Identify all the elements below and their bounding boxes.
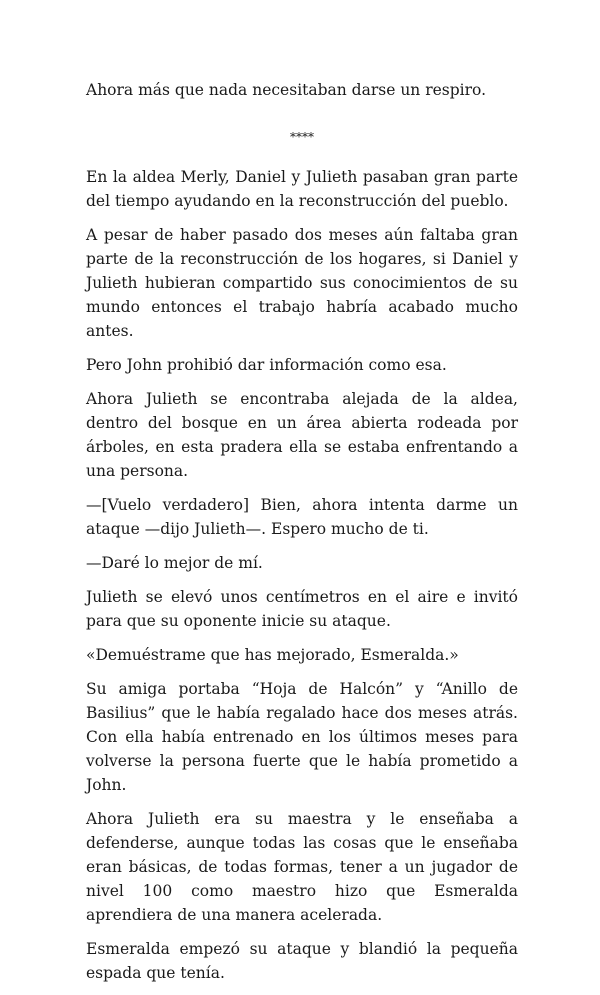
book-page [86, 78, 518, 995]
paragraph-6-dialogue: —Daré lo mejor de mí. [86, 554, 263, 572]
section-separator: **** [290, 130, 314, 144]
paragraph-3: Pero John prohibió dar información como esa. [86, 356, 447, 374]
paragraph-7: Julieth se elevó unos centímetros en el aire e invitó para que su oponente inicie su ataque. [86, 588, 518, 630]
paragraph-9: Su amiga portaba “Hoja de Halcón” y “Anillo de Basilius” que le había regalado hace dos meses atrás. Con ella había entrenado en los últimos meses para volverse la persona fuerte que le había prometido a John. [86, 680, 518, 794]
opening-paragraph: Ahora más que nada necesitaban darse un respiro. [86, 81, 487, 99]
paragraph-8-thought: «Demuéstrame que has mejorado, Esmeralda.» [86, 646, 459, 664]
paragraph-10: Ahora Julieth era su maestra y le enseñaba a defenderse, aunque todas las cosas que le enseñaba eran básicas, de todas formas, tener a un jugador de nivel 100 como maestro hizo que Esmeralda aprendiera de una manera acelerada. [86, 810, 518, 924]
paragraph-11: Esmeralda empezó su ataque y blandió la pequeña espada que tenía. [86, 940, 518, 982]
paragraph-5-dialogue: —[Vuelo verdadero] Bien, ahora intenta darme un ataque —dijo Julieth—. Espero mucho de ti. [86, 496, 518, 538]
paragraph-4: Ahora Julieth se encontraba alejada de la aldea, dentro del bosque en un área abierta rodeada por árboles, en esta pradera ella se estaba enfrentando a una persona. [86, 390, 518, 480]
paragraph-1: En la aldea Merly, Daniel y Julieth pasaban gran parte del tiempo ayudando en la reconstrucción del pueblo. [86, 168, 518, 210]
paragraph-2: A pesar de haber pasado dos meses aún faltaba gran parte de la reconstrucción de los hogares, si Daniel y Julieth hubieran compartido sus conocimientos de su mundo entonces el trabajo habría acabado mucho antes. [86, 226, 518, 340]
